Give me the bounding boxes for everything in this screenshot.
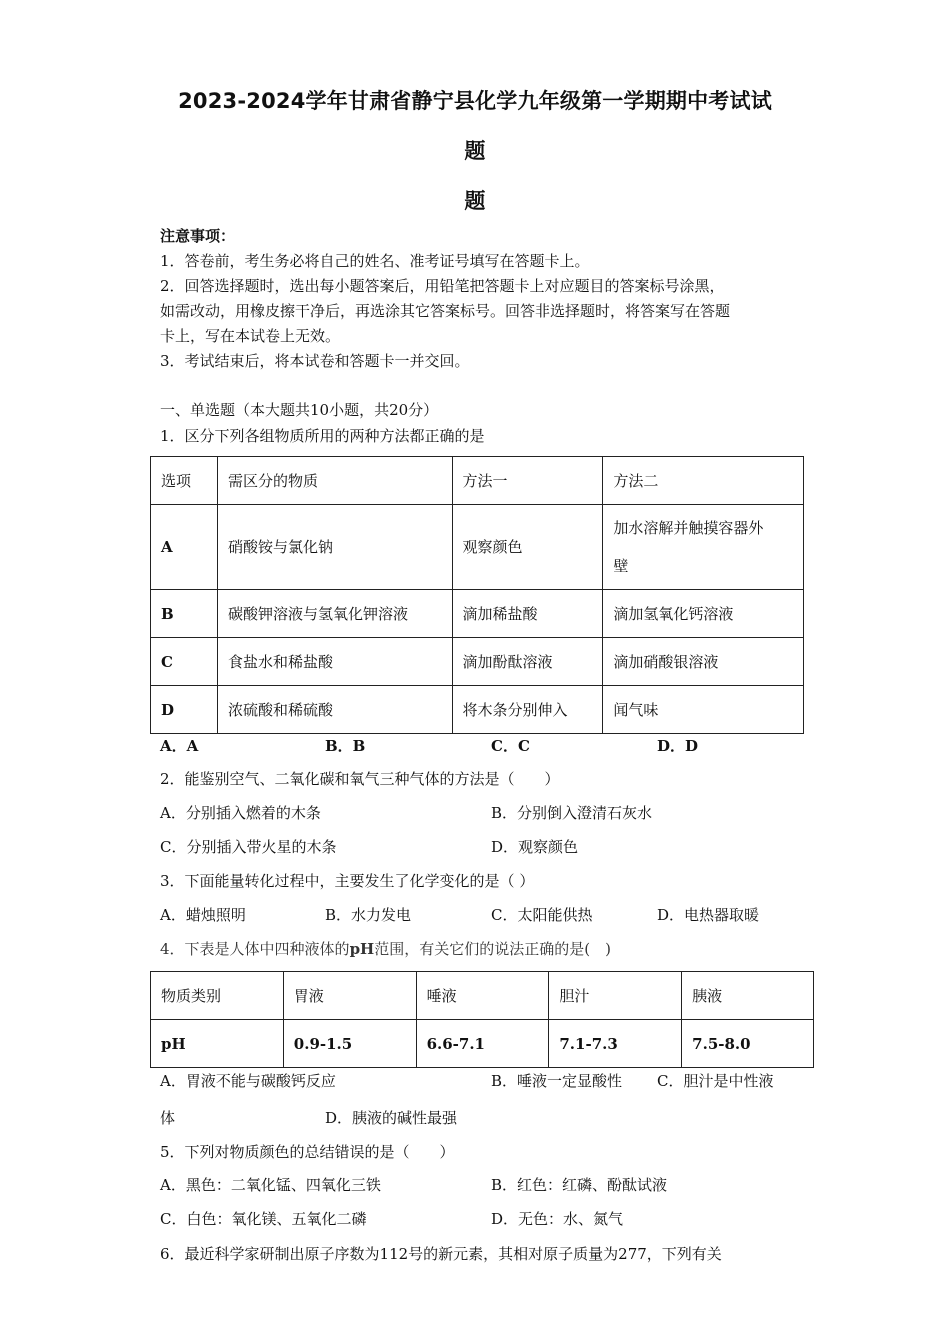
answer-option-a[interactable]: A．分别插入燃着的木条 bbox=[160, 804, 321, 822]
answer-option-c[interactable]: C．分别插入带火星的木条 bbox=[160, 838, 337, 856]
stem-text: 范围，有关它们的说法正确的是( ) bbox=[374, 940, 611, 958]
table-header-cell: 胃液 bbox=[283, 972, 416, 1020]
answer-option-d[interactable]: D．观察颜色 bbox=[491, 838, 579, 856]
ph-term: pH bbox=[349, 940, 375, 958]
answer-option-b[interactable]: B．唾液一定显酸性 bbox=[491, 1072, 623, 1090]
notice-item: 3．考试结束后，将本试卷和答题卡一并交回。 bbox=[160, 352, 470, 370]
table-cell: 食盐水和稀盐酸 bbox=[217, 638, 452, 686]
answer-option-d[interactable]: D．D bbox=[657, 737, 699, 755]
q4-table bbox=[150, 971, 814, 1068]
table-cell: 滴加硝酸银溶液 bbox=[603, 638, 804, 686]
answer-option-b[interactable]: B．分别倒入澄清石灰水 bbox=[491, 804, 653, 822]
cell-text-line: 加水溶解并触摸容器外 bbox=[613, 519, 764, 537]
answer-option-d[interactable]: D．电热器取暖 bbox=[657, 906, 760, 924]
table-cell: 硝酸铵与氯化钠 bbox=[217, 505, 452, 590]
stem-text: 下表是人体中四种液体的 bbox=[184, 940, 350, 958]
answer-option-b[interactable]: B．水力发电 bbox=[325, 906, 412, 924]
table-cell: 观察颜色 bbox=[452, 505, 603, 590]
row-label: A bbox=[151, 505, 218, 590]
notice-item: 2．回答选择题时，选出每小题答案后，用铅笔把答题卡上对应题目的答案标号涂黑， bbox=[160, 277, 725, 295]
question-stem: 3．下面能量转化过程中，主要发生了化学变化的是（ ） bbox=[160, 872, 535, 890]
answer-option-a[interactable]: A．A bbox=[160, 737, 199, 755]
question-number: 4． bbox=[160, 940, 185, 958]
table-cell: 7.1-7.3 bbox=[549, 1020, 682, 1068]
table-row bbox=[151, 590, 804, 638]
table-header-row bbox=[151, 972, 814, 1020]
table-header-cell: 物质类别 bbox=[151, 972, 284, 1020]
table-cell: 6.6-7.1 bbox=[416, 1020, 549, 1068]
cell-text-line: 壁 bbox=[613, 557, 629, 575]
table-cell: 闻气味 bbox=[603, 686, 804, 734]
notice-item: 卡上，写在本试卷上无效。 bbox=[160, 327, 341, 345]
table-header-cell: 需区分的物质 bbox=[217, 457, 452, 505]
answer-option-a[interactable]: A．黑色：二氧化锰、四氧化三铁 bbox=[160, 1176, 381, 1194]
question-stem bbox=[160, 939, 611, 959]
answer-option-c[interactable]: C．白色：氧化镁、五氧化二磷 bbox=[160, 1210, 367, 1228]
notice-heading: 注意事项： bbox=[160, 227, 236, 245]
answer-option-a[interactable]: A．蜡烛照明 bbox=[160, 906, 246, 924]
table-cell: 浓硫酸和稀硫酸 bbox=[217, 686, 452, 734]
question-stem: 2．能鉴别空气、二氧化碳和氧气三种气体的方法是（ ） bbox=[160, 770, 560, 788]
answer-option-d[interactable]: D．无色：水、氮气 bbox=[491, 1210, 624, 1228]
answer-option-b[interactable]: B．红色：红磷、酚酞试液 bbox=[491, 1176, 668, 1194]
table-header-cell: 胆汁 bbox=[549, 972, 682, 1020]
table-cell: 7.5-8.0 bbox=[682, 1020, 814, 1068]
table-cell: 0.9-1.5 bbox=[283, 1020, 416, 1068]
answer-option-c[interactable]: C．C bbox=[491, 737, 530, 755]
row-label: B bbox=[151, 590, 218, 638]
table-cell: 滴加氢氧化钙溶液 bbox=[603, 590, 804, 638]
answer-option-d[interactable]: D．胰液的碱性最强 bbox=[325, 1109, 458, 1127]
table-header-cell: 方法二 bbox=[603, 457, 804, 505]
row-label: D bbox=[151, 686, 218, 734]
section-heading: 一、单选题（本大题共10小题，共20分） bbox=[160, 401, 439, 419]
table-cell: 碳酸钾溶液与氢氧化钾溶液 bbox=[217, 590, 452, 638]
answer-option-c[interactable]: C．胆汁是中性液 bbox=[657, 1072, 774, 1090]
table-cell bbox=[603, 505, 804, 590]
question-stem: 6．最近科学家研制出原子序数为112号的新元素，其相对原子质量为277，下列有关 bbox=[160, 1245, 722, 1263]
question-stem: 5．下列对物质颜色的总结错误的是（ ） bbox=[160, 1143, 455, 1161]
row-label: pH bbox=[151, 1020, 284, 1068]
notice-item: 如需改动，用橡皮擦干净后，再选涂其它答案标号。回答非选择题时，将答案写在答题 bbox=[160, 302, 731, 320]
table-header-cell: 胰液 bbox=[682, 972, 814, 1020]
answer-option-a[interactable]: A．胃液不能与碳酸钙反应 bbox=[160, 1072, 336, 1090]
table-cell: 滴加酚酞溶液 bbox=[452, 638, 603, 686]
table-row bbox=[151, 505, 804, 590]
table-row bbox=[151, 686, 804, 734]
answer-option-c-continuation[interactable]: 体 bbox=[160, 1109, 176, 1127]
page-title-continuation: 题 bbox=[464, 139, 486, 163]
table-header-cell: 选项 bbox=[151, 457, 218, 505]
row-label: C bbox=[151, 638, 218, 686]
table-header-row bbox=[151, 457, 804, 505]
answer-option-b[interactable]: B．B bbox=[325, 737, 366, 755]
q1-table bbox=[150, 456, 804, 734]
table-cell: 滴加稀盐酸 bbox=[452, 590, 603, 638]
question-stem: 1．区分下列各组物质所用的两种方法都正确的是 bbox=[160, 427, 485, 445]
page-title: 2023-2024学年甘肃省静宁县化学九年级第一学期期中考试试 bbox=[178, 89, 772, 113]
table-header-cell: 唾液 bbox=[416, 972, 549, 1020]
table-header-cell: 方法一 bbox=[452, 457, 603, 505]
notice-item: 1．答卷前，考生务必将自己的姓名、准考证号填写在答题卡上。 bbox=[160, 252, 590, 270]
table-cell: 将木条分别伸入 bbox=[452, 686, 603, 734]
page-title-repeat: 题 bbox=[464, 189, 486, 213]
answer-option-c[interactable]: C．太阳能供热 bbox=[491, 906, 593, 924]
table-row bbox=[151, 638, 804, 686]
table-row bbox=[151, 1020, 814, 1068]
